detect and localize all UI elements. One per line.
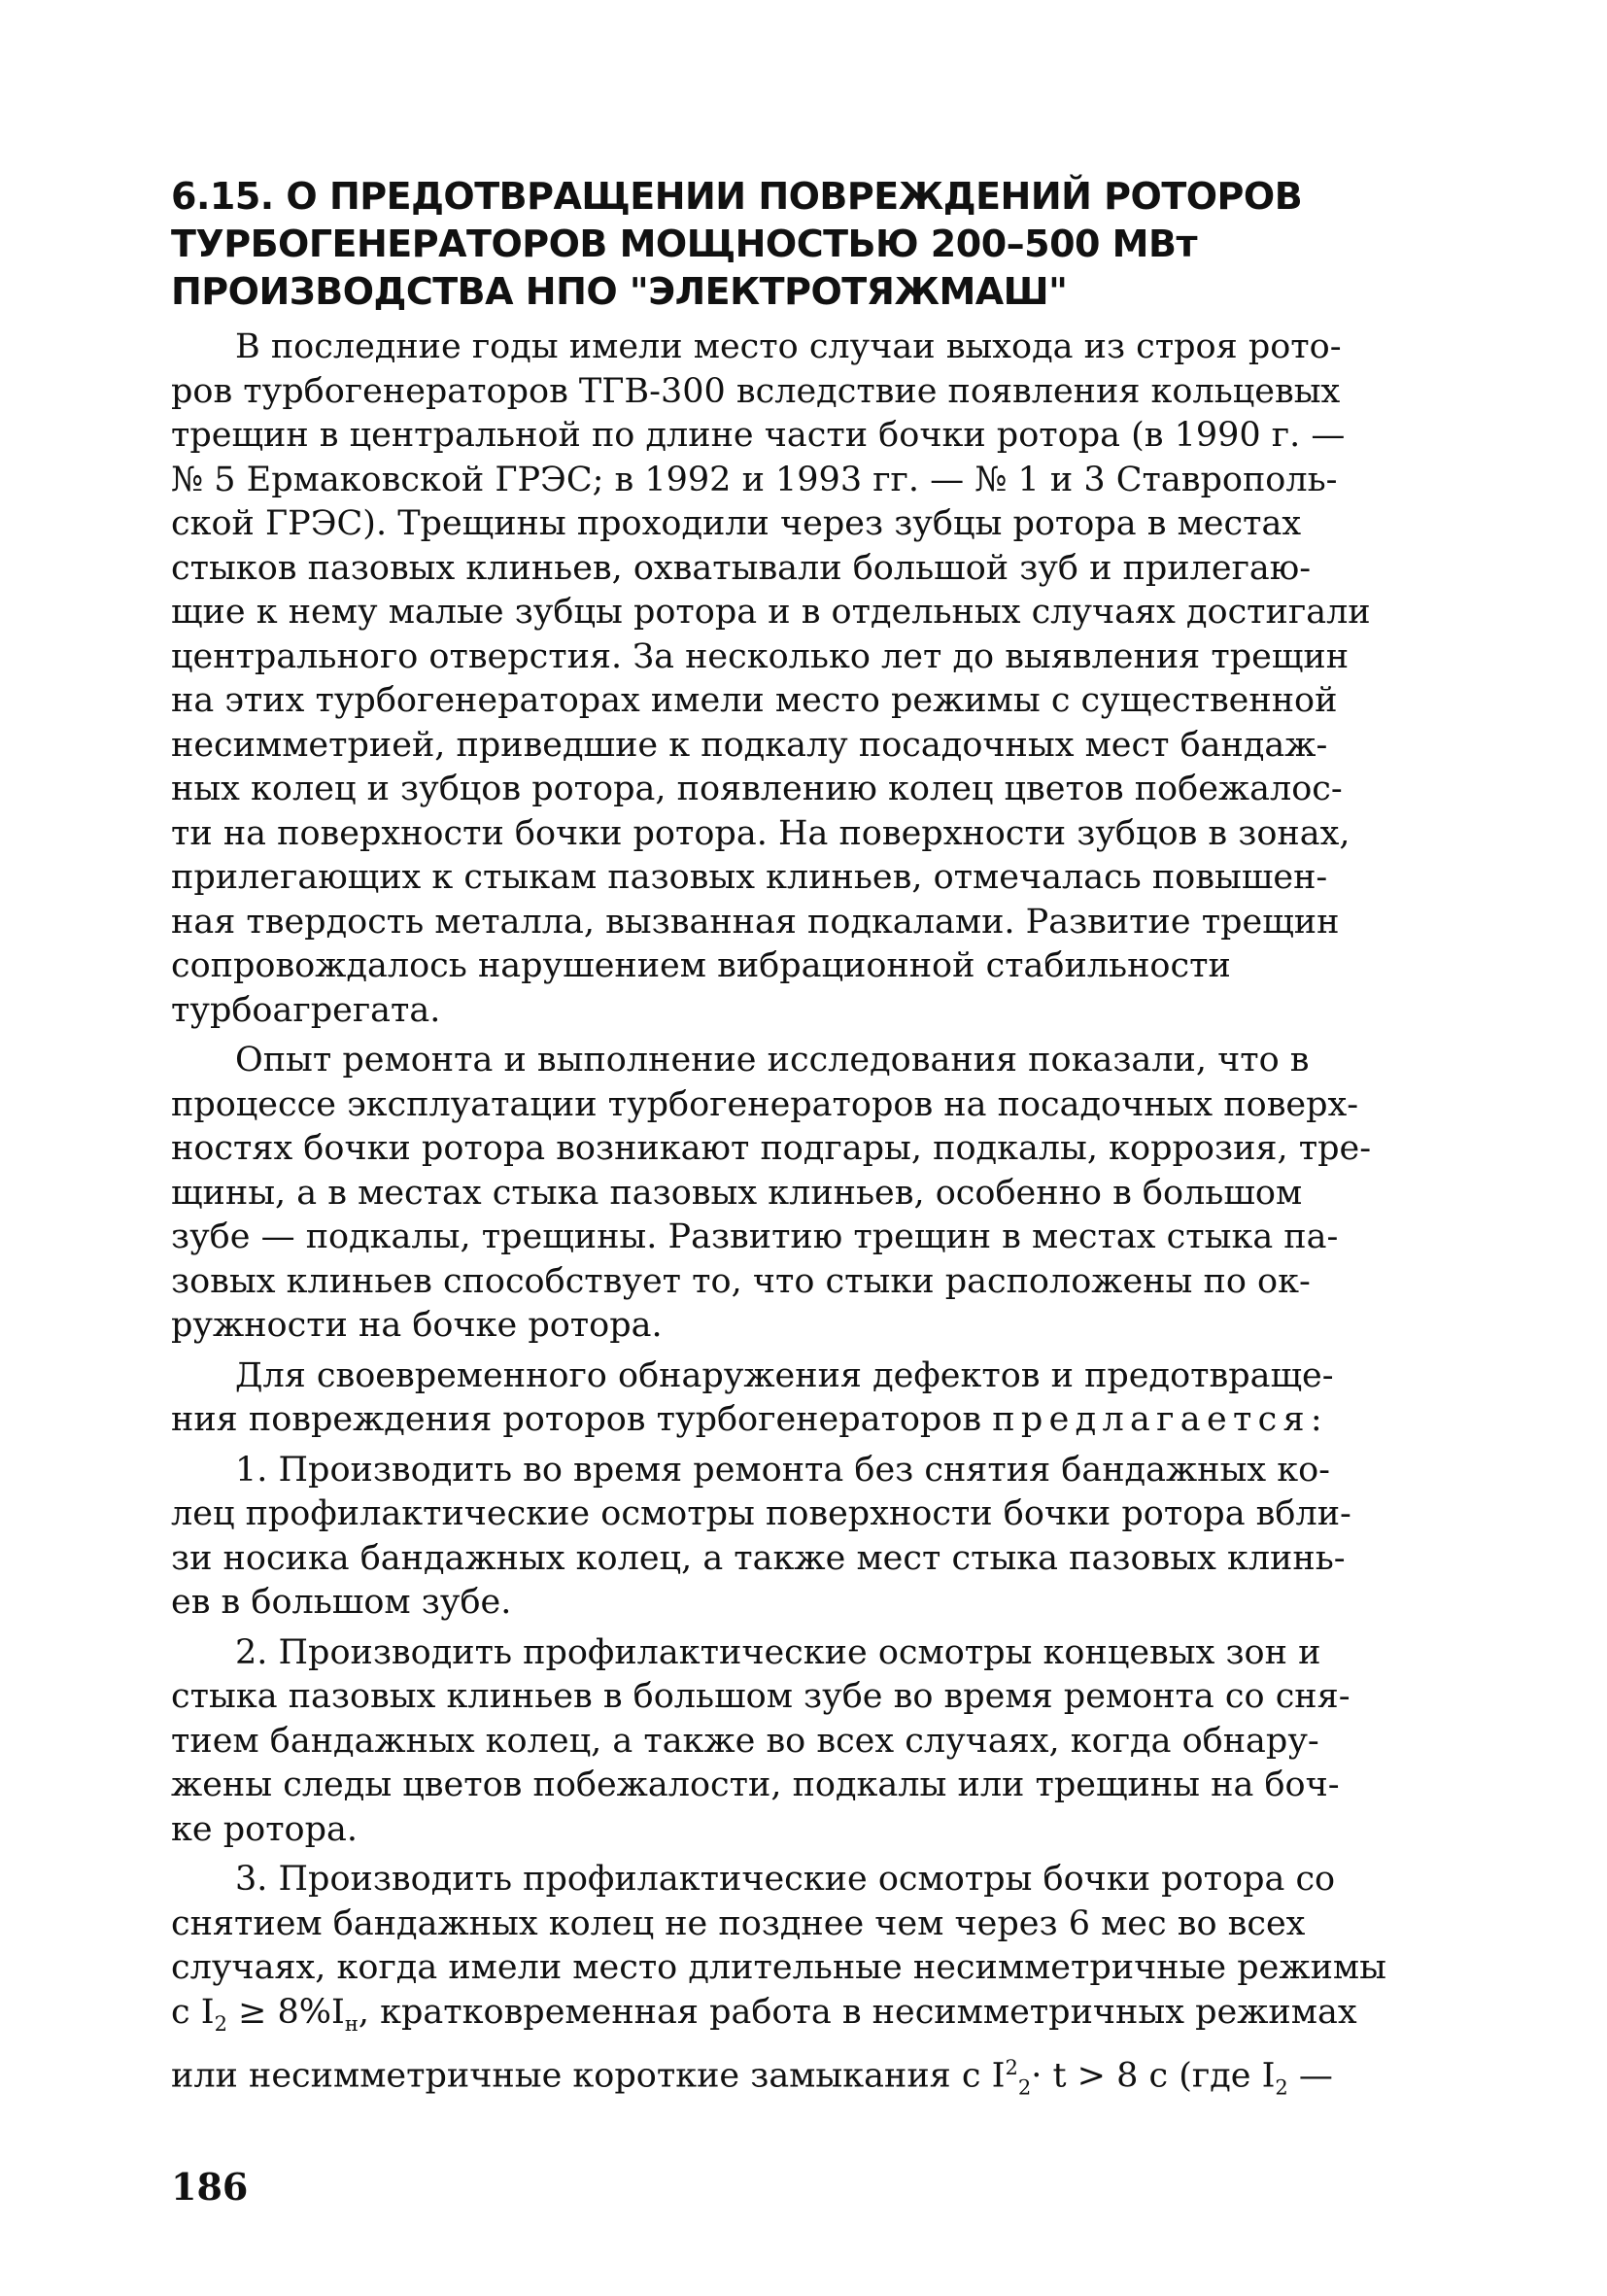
subscript: 2 — [1017, 2075, 1032, 2100]
text-fragment: или несимметричные короткие замыкания с I — [171, 2056, 1006, 2096]
text-line: зовых клиньев способствует то, что стыки расположены по ок- — [171, 1261, 1311, 1301]
text-line: жены следы цветов побежалости, подкалы или трещины на боч- — [171, 1765, 1340, 1804]
text-line: ев в большом зубе. — [171, 1583, 512, 1622]
text-line: снятием бандажных колец не позднее чем через 6 мес во всех — [171, 1903, 1306, 1943]
section-heading-line: 6.15. О ПРЕДОТВРАЩЕНИИ ПОВРЕЖДЕНИЙ РОТОРОВ — [171, 175, 1303, 218]
text-line: случаях, когда имели место длительные несимметричные режимы — [171, 1948, 1386, 1987]
paragraph — [171, 326, 1440, 1033]
text-line: трещин в центральной по длине части бочки ротора (в 1990 г. — — [171, 416, 1346, 455]
text-line: ти на поверхности бочки ротора. На поверхности зубцов в зонах, — [171, 813, 1351, 853]
text-fragment: с I — [171, 1992, 215, 2032]
page-number: 186 — [171, 2165, 249, 2209]
page-content — [171, 173, 1440, 2116]
text-fragment: · t > 8 с (где I — [1031, 2056, 1276, 2096]
text-line: прилегающих к стыкам пазовых клиньев, отмечалась повышен- — [171, 858, 1328, 897]
text-line: ных колец и зубцов ротора, появлению колец цветов побежалос- — [171, 770, 1343, 808]
subscript: н — [344, 2011, 359, 2036]
text-line: центрального отверстия. За несколько лет до выявления трещин — [171, 636, 1350, 676]
text-fragment: , кратковременная работа в несимметричных режимах — [358, 1992, 1357, 2032]
text-line: ностях бочки ротора возникают подгары, подкалы, коррозия, тре- — [171, 1129, 1372, 1168]
text-line: зубе — подкалы, трещины. Развитию трещин в местах стыка па- — [171, 1217, 1339, 1256]
text-line: 2. Производить профилактические осмотры концевых зон и — [235, 1632, 1321, 1672]
formula-line — [171, 1991, 1440, 2047]
text-line: несимметрией, приведшие к подкалу посадочных мест бандаж- — [171, 725, 1328, 765]
section-heading-line: ТУРБОГЕНЕРАТОРОВ МОЩНОСТЬЮ 200–500 МВт — [171, 223, 1197, 265]
list-item — [171, 1631, 1440, 1853]
text-line: на этих турбогенераторах имели место режимы с существенной — [171, 681, 1338, 720]
paragraph — [171, 1354, 1440, 1443]
text-line: 3. Производить профилактические осмотры бочки ротора со — [235, 1860, 1336, 1899]
list-item — [171, 1858, 1440, 2110]
text-line: процессе эксплуатации турбогенераторов на посадочных поверх- — [171, 1084, 1359, 1124]
text-line: Опыт ремонта и выполнение исследования показали, что в — [235, 1041, 1310, 1079]
superscript: 2 — [1005, 2056, 1018, 2079]
text-line: турбоагрегата. — [171, 990, 441, 1030]
text-line: стыков пазовых клиньев, охватывали большой зуб и прилегаю- — [171, 548, 1312, 588]
text-line: щины, а в местах стыка пазовых клиньев, особенно в большом — [171, 1173, 1303, 1213]
text-line: стыка пазовых клиньев в большом зубе во время ремонта со сня- — [171, 1677, 1351, 1716]
text-line: ружности на бочке ротора. — [171, 1306, 663, 1345]
section-heading — [171, 173, 1440, 316]
text-line: ской ГРЭС). Трещины проходили через зубцы ротора в местах — [171, 504, 1302, 543]
text-line: тием бандажных колец, а также во всех случаях, когда обнару- — [171, 1721, 1319, 1761]
section-heading-line: ПРОИЗВОДСТВА НПО "ЭЛЕКТРОТЯЖМАШ" — [171, 270, 1068, 313]
formula-line — [171, 2046, 1440, 2110]
text-line: сопровождалось нарушением вибрационной стабильности — [171, 946, 1231, 985]
subscript: 2 — [214, 2011, 227, 2036]
text-line: щие к нему малые зубцы ротора и в отдельных случаях достигали — [171, 593, 1371, 632]
text-fragment: ≥ 8%I — [226, 1992, 345, 2032]
text-line: зи носика бандажных колец, а также мест стыка пазовых клинь- — [171, 1538, 1346, 1578]
text-line — [171, 1398, 1440, 1443]
subscript: 2 — [1275, 2075, 1288, 2100]
text-fragment: — — [1287, 2056, 1333, 2096]
list-item — [171, 1449, 1440, 1626]
text-line: лец профилактические осмотры поверхности бочки ротора вбли- — [171, 1494, 1351, 1533]
text-fragment: ния повреждения роторов турбогенераторов — [171, 1400, 982, 1439]
text-line: ров турбогенераторов ТГВ-300 вследствие появления кольцевых — [171, 371, 1341, 411]
paragraph — [171, 1039, 1440, 1349]
text-line: 1. Производить во время ремонта без снятия бандажных ко- — [235, 1450, 1330, 1490]
spaced-word: предлагается: — [992, 1400, 1328, 1439]
text-line: ная твердость металла, вызванная подкалами. Развитие трещин — [171, 902, 1340, 942]
text-line: № 5 Ермаковской ГРЭС; в 1992 и 1993 гг. — № 1 и 3 Ставрополь- — [171, 460, 1338, 499]
text-line: Для своевременного обнаружения дефектов и предотвраще- — [235, 1355, 1334, 1395]
text-line: ке ротора. — [171, 1809, 359, 1849]
text-line: В последние годы имели место случаи выхода из строя рото- — [235, 327, 1342, 366]
